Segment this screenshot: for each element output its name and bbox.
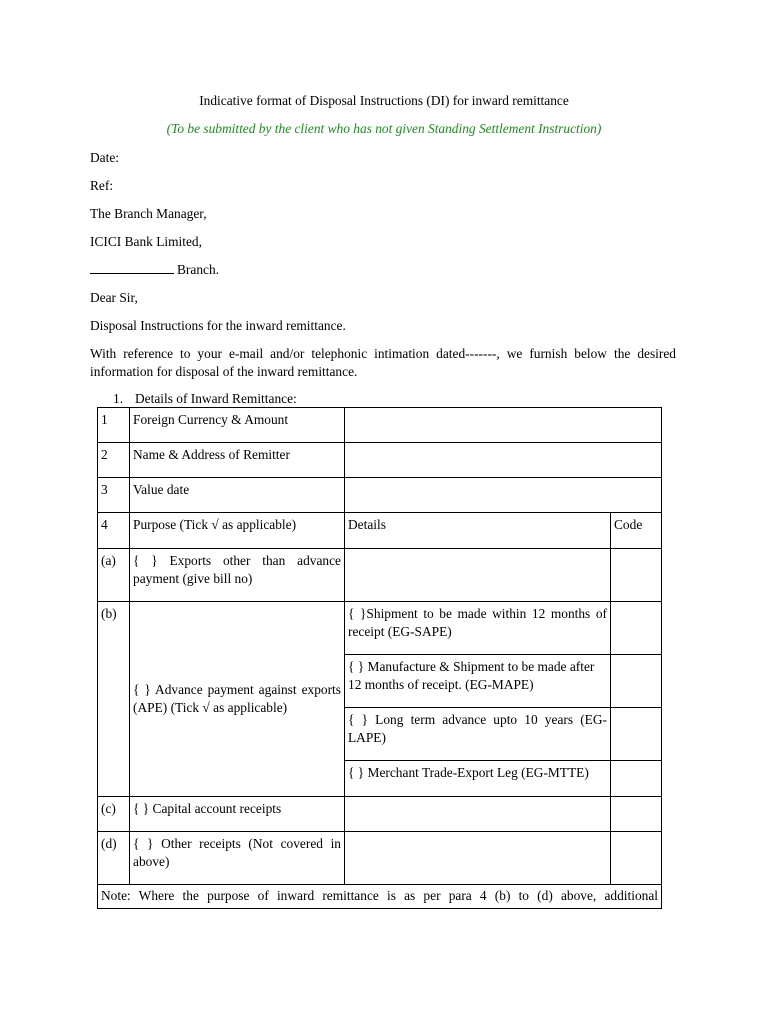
ape-option[interactable]: { } Merchant Trade-Export Leg (EG-MTTE) (345, 761, 611, 797)
ape-option[interactable]: { }Shipment to be made within 12 months of receipt (EG-SAPE) (345, 602, 611, 655)
details-cell[interactable] (345, 797, 611, 832)
row-number: 3 (98, 478, 130, 513)
table-row (98, 478, 662, 513)
code-cell[interactable] (611, 761, 662, 797)
ref-label: Ref: (90, 178, 114, 193)
document-subtitle: (To be submitted by the client who has not given Standing Settlement Instruction) (166, 121, 602, 136)
table-row (98, 797, 662, 832)
row-label: { } Capital account receipts (130, 797, 345, 832)
row-label: Purpose (Tick √ as applicable) (130, 513, 345, 549)
row-number: 2 (98, 443, 130, 478)
row-label: Name & Address of Remitter (130, 443, 345, 478)
branch-blank (90, 261, 174, 274)
table-row (98, 549, 662, 602)
row-label: Value date (130, 478, 345, 513)
section-number: 1. (113, 391, 124, 406)
details-cell[interactable] (345, 832, 611, 885)
row-number: (b) (98, 602, 130, 797)
row-label: Foreign Currency & Amount (130, 408, 345, 443)
branch-suffix: Branch. (177, 262, 220, 277)
ape-option[interactable]: { } Long term advance upto 10 years (EG-LAPE) (345, 708, 611, 761)
note-cell: Note: Where the purpose of inward remittance is as per para 4 (b) to (d) above, additional (98, 885, 662, 909)
section-heading (113, 390, 297, 408)
row-number: (d) (98, 832, 130, 885)
branch-line (90, 261, 219, 279)
salutation: Dear Sir, (90, 290, 138, 305)
value-cell[interactable] (345, 408, 662, 443)
table-row (98, 602, 662, 655)
code-cell[interactable] (611, 832, 662, 885)
value-cell[interactable] (345, 443, 662, 478)
row-number: (c) (98, 797, 130, 832)
addressee-line-2: ICICI Bank Limited, (90, 234, 202, 249)
ape-option[interactable]: { } Manufacture & Shipment to be made after 12 months of receipt. (EG-MAPE) (345, 655, 611, 708)
date-label: Date: (90, 150, 119, 165)
details-cell[interactable] (345, 549, 611, 602)
table-row (98, 513, 662, 549)
code-cell[interactable] (611, 655, 662, 708)
details-header: Details (345, 513, 611, 549)
section-label: Details of Inward Remittance: (135, 391, 297, 406)
row-label: { } Advance payment against exports (APE) (Tick √ as applicable) (130, 602, 345, 797)
code-cell[interactable] (611, 708, 662, 761)
row-label: { } Other receipts (Not covered in above) (130, 832, 345, 885)
table-row (98, 408, 662, 443)
document-title: Indicative format of Disposal Instructions (DI) for inward remittance (199, 93, 569, 108)
table-row (98, 832, 662, 885)
addressee-line-1: The Branch Manager, (90, 206, 207, 221)
table-row (98, 885, 662, 909)
row-number: 4 (98, 513, 130, 549)
row-number: (a) (98, 549, 130, 602)
row-label: { } Exports other than advance payment (give bill no) (130, 549, 345, 602)
table-row (98, 443, 662, 478)
code-cell[interactable] (611, 602, 662, 655)
code-cell[interactable] (611, 549, 662, 602)
code-header: Code (611, 513, 662, 549)
subject-line: Disposal Instructions for the inward remittance. (90, 318, 346, 333)
body-paragraph: With reference to your e-mail and/or telephonic intimation dated-------, we furnish below the desired information for disposal of the inward remittance. (90, 346, 676, 379)
inward-remittance-table (97, 407, 662, 909)
code-cell[interactable] (611, 797, 662, 832)
row-number: 1 (98, 408, 130, 443)
value-cell[interactable] (345, 478, 662, 513)
